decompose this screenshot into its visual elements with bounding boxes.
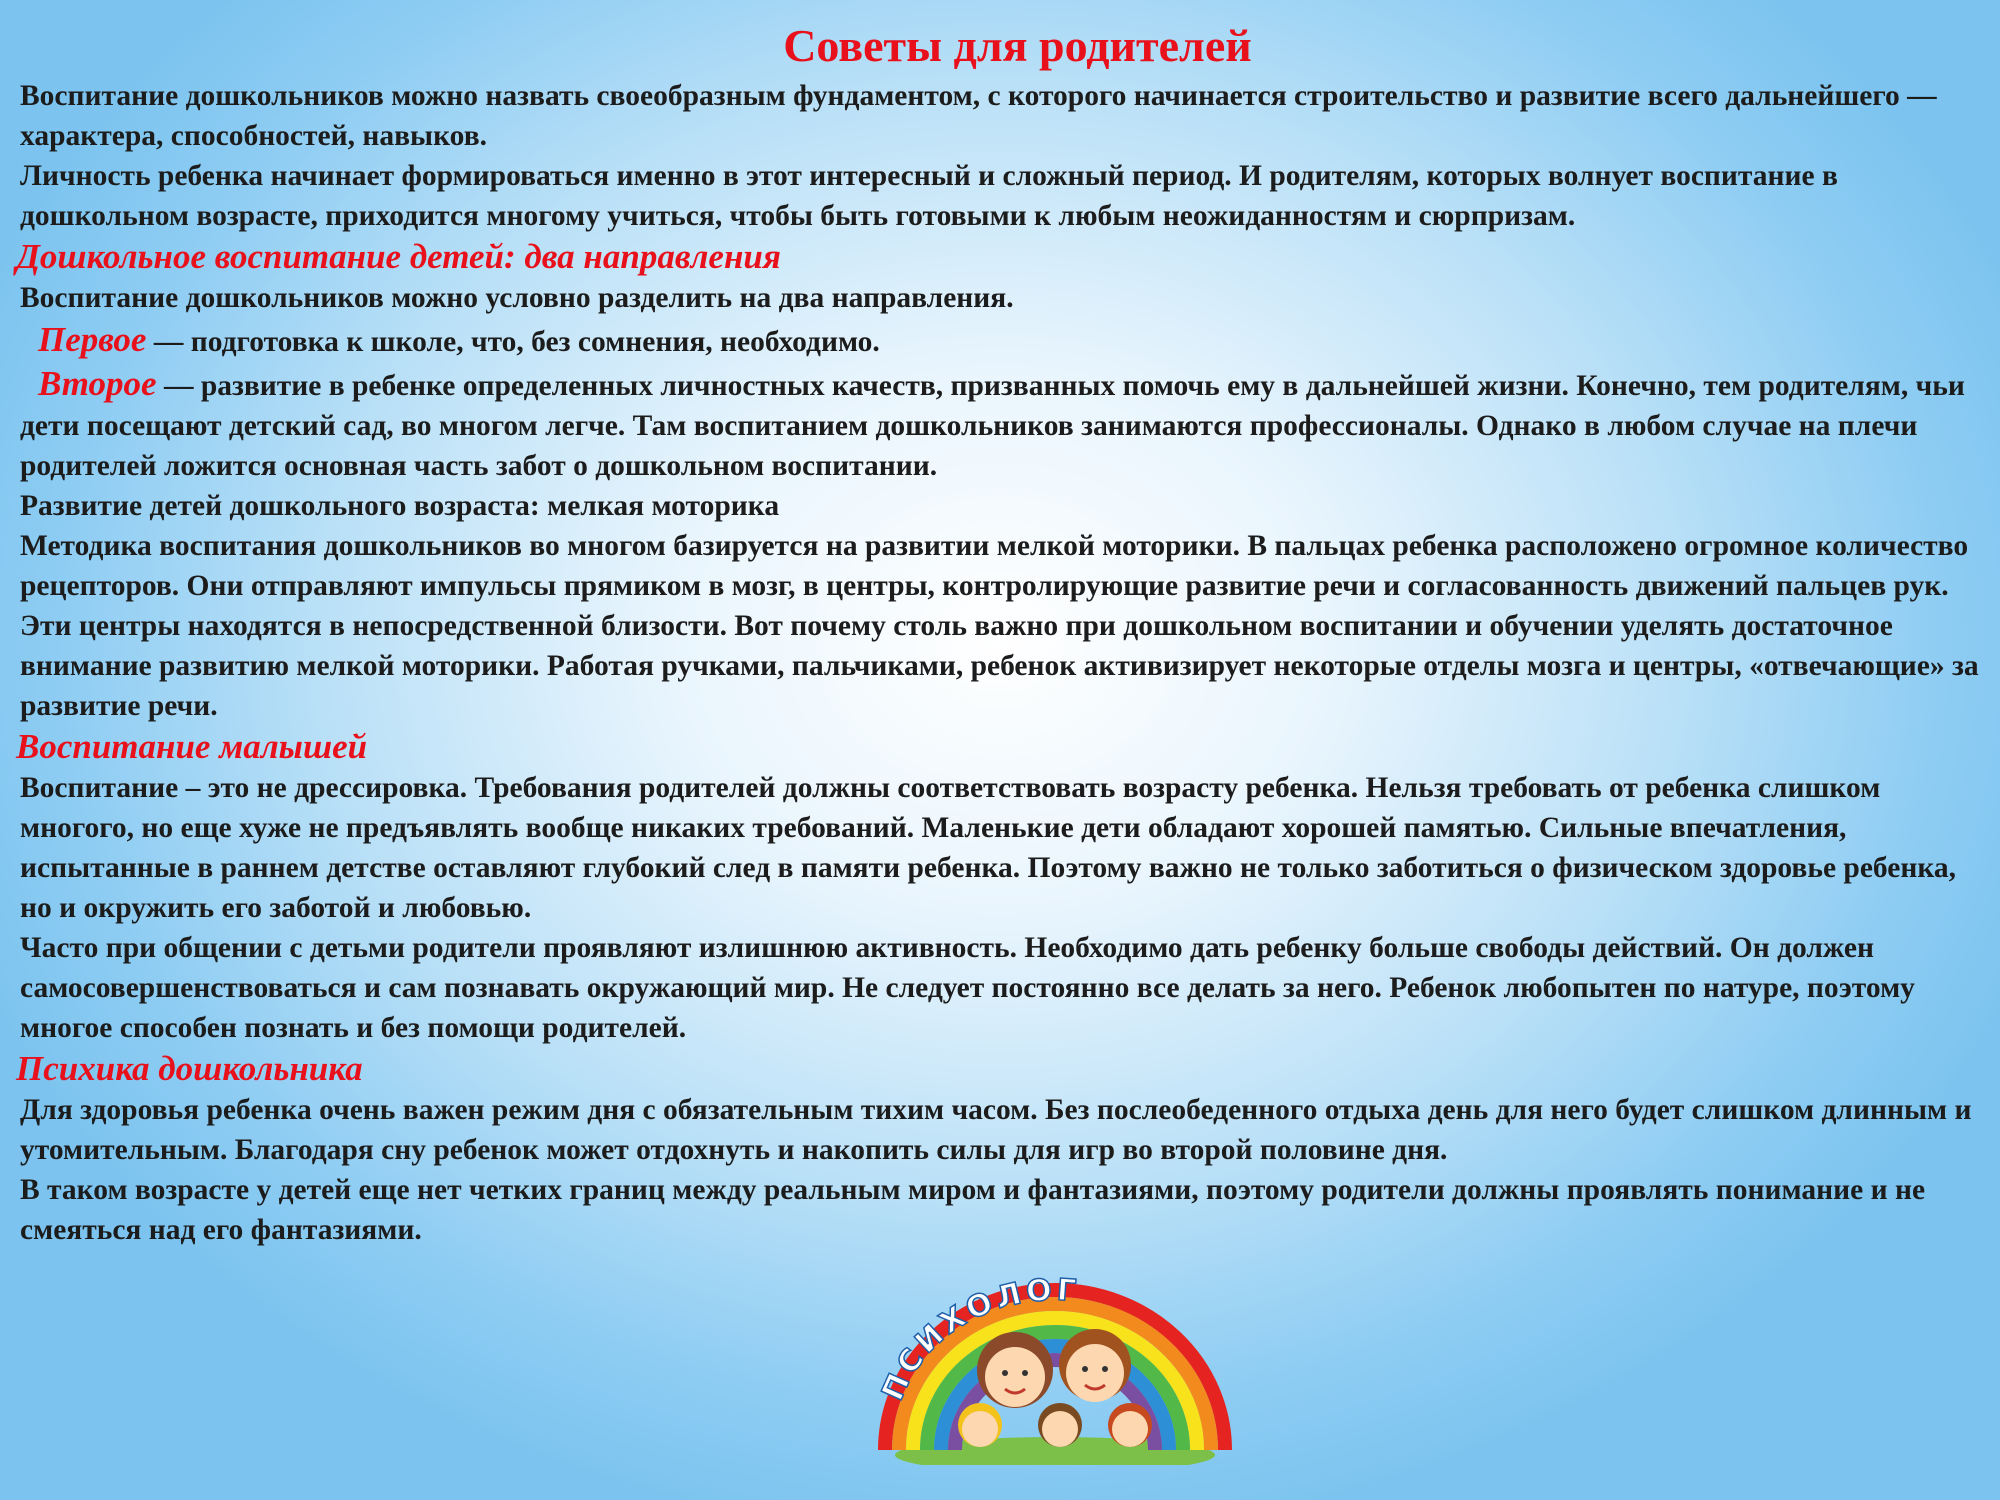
section-heading-psyche: Психика дошкольника <box>16 1049 363 1088</box>
direction-first <box>20 320 1985 362</box>
direction-second-lead: Второе <box>38 364 157 403</box>
page-title: Советы для родителей <box>783 20 1252 71</box>
section-heading-toddlers: Воспитание малышей <box>16 727 368 766</box>
motor-skills-paragraph: Методика воспитания дошкольников во многом базируется на развитии мелкой моторики. В пальцах ребенка расположено огромное количество рецепторов. Они отправляют импульсы прямиком в мозг, в центры, контролирующие развитие речи и согласованность движений пальцев рук. Эти центры находятся в непосредственной близости. Вот почему столь важно при дошкольном воспитании и обучении уделять достаточное внимание развитию мелкой моторики. Работая ручками, пальчиками, ребенок активизирует некоторые отделы мозга и центры, «отвечающие» за развитие речи. <box>20 530 1979 722</box>
directions-intro: Воспитание дошкольников можно условно разделить на два направления. <box>20 282 1014 314</box>
intro-paragraph-1: Воспитание дошкольников можно назвать своеобразным фундаментом, с которого начинается строительство и развитие всего дальнейшего — характера, способностей, навыков. <box>20 80 1937 152</box>
direction-second-text: — развитие в ребенке определенных личностных качеств, призванных помочь ему в дальнейшей жизни. Конечно, тем родителям, чьи дети посещают детский сад, во многом легче. Там воспитанием дошкольников занимаются профессионалы. Однако в любом случае на плечи родителей ложится основная часть забот о дошкольном воспитании. <box>20 370 1965 482</box>
psyche-paragraph-1: Для здоровья ребенка очень важен режим дня с обязательным тихим часом. Без послеобеденного отдыха день для него будет слишком длинным и утомительным. Благодаря сну ребенок может отдохнуть и накопить силы для игр во второй половине дня. <box>20 1094 1972 1166</box>
psyche-paragraph-2: В таком возрасте у детей еще нет четких границ между реальным миром и фантазиями, поэтому родители должны проявлять понимание и не смеяться над его фантазиями. <box>20 1174 1926 1246</box>
direction-second <box>20 364 1985 486</box>
motor-skills-title: Развитие детей дошкольного возраста: мелкая моторика <box>20 490 780 522</box>
document-page <box>16 18 1985 1250</box>
toddlers-paragraph-2: Часто при общении с детьми родители проявляют излишнюю активность. Необходимо дать ребенку больше свободы действий. Он должен самосовершенствоваться и сам познавать окружающий мир. Не следует постоянно все делать за него. Ребенок любопытен по натуре, поэтому многое способен познать и без помощи родителей. <box>20 932 1915 1044</box>
intro-paragraph-2: Личность ребенка начинает формироваться именно в этот интересный и сложный период. И родителям, которых волнует воспитание в дошкольном возрасте, приходится многому учиться, чтобы быть готовыми к любым неожиданностям и сюрпризам. <box>20 160 1838 232</box>
direction-first-text: — подготовка к школе, что, без сомнения, необходимо. <box>146 326 880 358</box>
direction-first-lead: Первое <box>38 320 147 359</box>
logo-text: ПСИХОЛОГ <box>875 1272 1082 1406</box>
psychologist-logo <box>855 1265 1255 1465</box>
toddlers-paragraph-1: Воспитание – это не дрессировка. Требования родителей должны соответствовать возрасту ребенка. Нельзя требовать от ребенка слишком многого, но еще хуже не предъявлять вообще никаких требований. Маленькие дети обладают хорошей памятью. Сильные впечатления, испытанные в раннем детстве оставляют глубокий след в памяти ребенка. Поэтому важно не только заботиться о физическом здоровье ребенка, но и окружить его заботой и любовью. <box>20 772 1957 924</box>
section-heading-directions: Дошкольное воспитание детей: два направления <box>16 237 781 276</box>
